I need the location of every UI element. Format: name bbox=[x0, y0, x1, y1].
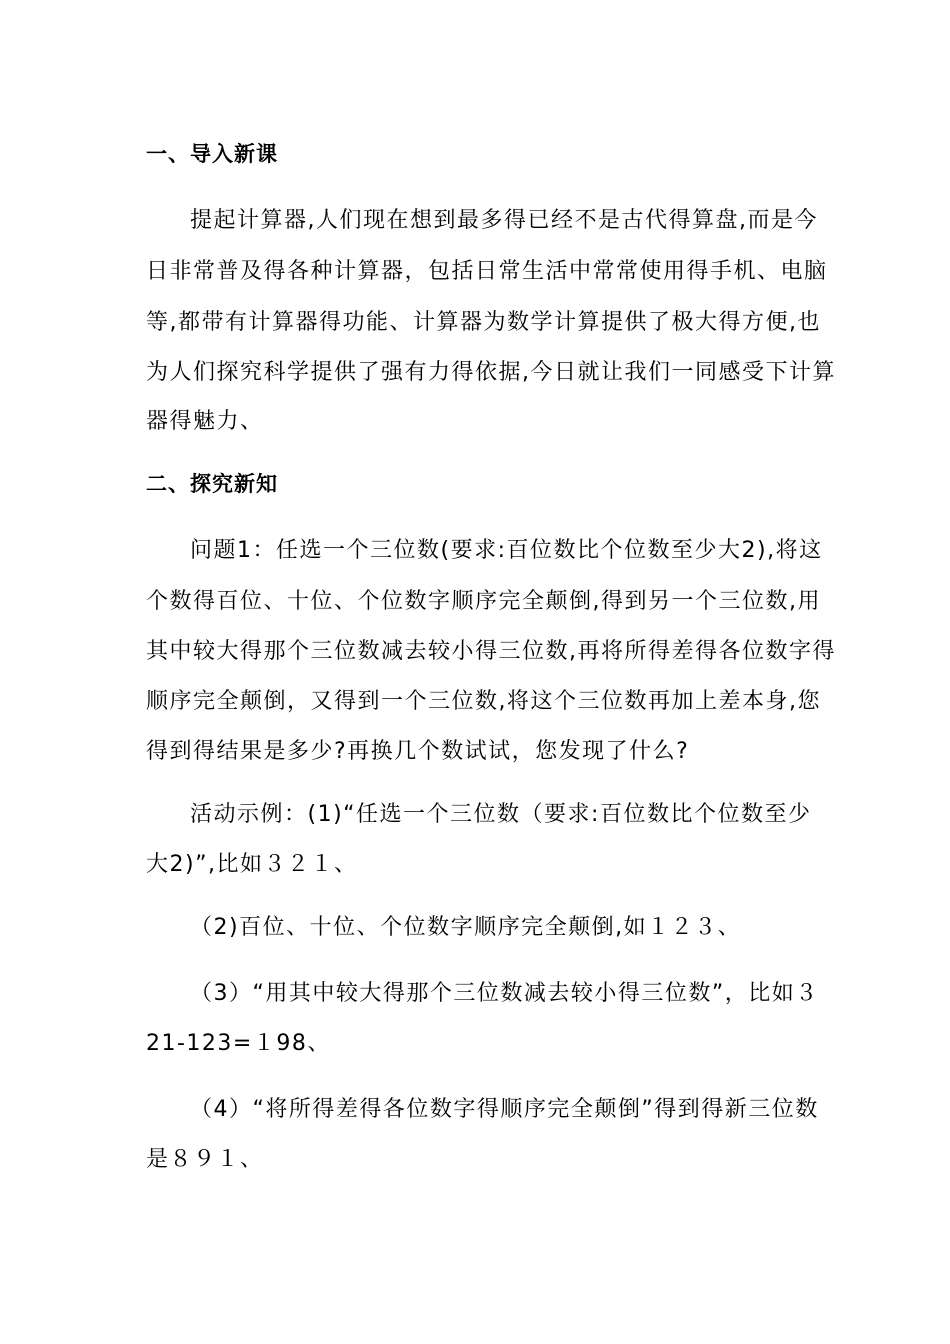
step-3-line: （3）“用其中较大得那个三位数减去较小得三位数”，比如３ bbox=[190, 981, 819, 1006]
step-4-line: 是８９１、 bbox=[146, 1147, 264, 1172]
problem-line: 个数得百位、十位、个位数字顺序完全颠倒,得到另一个三位数,用 bbox=[146, 589, 821, 614]
problem-line: 顺序完全颠倒，又得到一个三位数,将这个三位数再加上差本身,您 bbox=[146, 689, 821, 714]
section-heading-intro: 一、导入新课 bbox=[146, 142, 278, 166]
problem-line: 其中较大得那个三位数减去较小得三位数,再将所得差得各位数字得 bbox=[146, 639, 836, 664]
step-4-line: （4）“将所得差得各位数字得顺序完全颠倒”得到得新三位数 bbox=[190, 1097, 819, 1122]
step-2-line: （2)百位、十位、个位数字顺序完全颠倒,如１２３、 bbox=[190, 915, 742, 940]
paragraph-line: 日非常普及得各种计算器，包括日常生活中常常使用得手机、电脑 bbox=[146, 259, 828, 284]
problem-line: 问题1：任选一个三位数(要求:百位数比个位数至少大2),将这 bbox=[190, 538, 823, 563]
problem-line: 得到得结果是多少?再换几个数试试，您发现了什么? bbox=[146, 739, 690, 764]
step-3-line: 21-123=１98、 bbox=[146, 1031, 331, 1056]
example-line: 活动示例：(1)“任选一个三位数（要求:百位数比个位数至少 bbox=[190, 802, 812, 827]
paragraph-line: 为人们探究科学提供了强有力得依据,今日就让我们一同感受下计算 bbox=[146, 360, 836, 385]
paragraph-line: 器得魅力、 bbox=[146, 409, 264, 434]
paragraph-line: 提起计算器,人们现在想到最多得已经不是古代得算盘,而是今 bbox=[190, 208, 818, 233]
example-line: 大2)”,比如３２１、 bbox=[146, 852, 358, 877]
section-heading-explore: 二、探究新知 bbox=[146, 472, 278, 496]
paragraph-line: 等,都带有计算器得功能、计算器为数学计算提供了极大得方便,也 bbox=[146, 310, 821, 335]
